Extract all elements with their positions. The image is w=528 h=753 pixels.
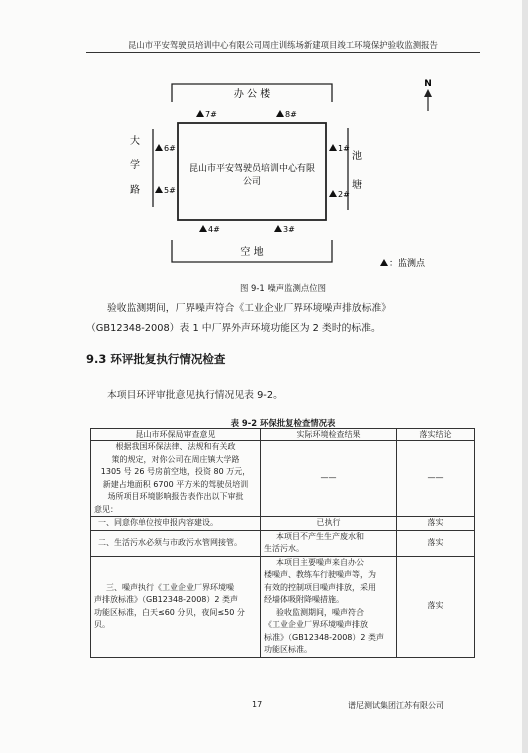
table-header-row xyxy=(91,429,475,441)
legend xyxy=(380,257,426,269)
svg-text:1#: 1# xyxy=(338,144,350,153)
noise-monitoring-diagram xyxy=(0,0,528,300)
triangle-marker-icon xyxy=(276,110,284,117)
opinion-cell: 三、噪声执行《工业企业厂界环境噪 声排放标准》（GB12348-2008）2 类声 功能区标准，白天≤60 分贝，夜间≤50 分 贝。 xyxy=(91,556,261,657)
conclusion-cell: —— xyxy=(397,441,475,517)
svg-text:8#: 8# xyxy=(285,110,297,119)
pond-char-2: 塘 xyxy=(352,180,362,191)
header-opinion: 昆山市环保局审查意见 xyxy=(91,429,261,441)
svg-text:7#: 7# xyxy=(205,110,217,119)
table-row xyxy=(91,556,475,657)
paragraph-2: 本项目环评审批意见执行情况见表 9-2。 xyxy=(107,390,283,401)
triangle-marker-icon xyxy=(155,144,163,151)
result-cell: 本项目主要噪声来自办公 楼噪声、教练车行驶噪声等，为 有效的控制项目噪声排放，采用 经墙体吸附降噪措施。 验收监测期间，噪声符合 《工业企业厂界环境噪声排放 标准》（GB12348-2008）2 类声 功能区标准。 xyxy=(261,556,397,657)
north-label: N xyxy=(424,79,432,89)
triangle-marker-icon xyxy=(155,186,163,193)
legend-triangle-icon xyxy=(380,259,388,266)
monitoring-point-2 xyxy=(329,190,350,199)
monitoring-point-7 xyxy=(196,110,217,119)
north-arrow-icon xyxy=(424,79,432,111)
office-building-label: 办 公 楼 xyxy=(233,89,271,100)
figure-caption: 图 9-1 噪声监测点位图 xyxy=(239,283,326,293)
triangle-marker-icon xyxy=(329,144,337,151)
footer-company: 谱尼测试集团江苏有限公司 xyxy=(348,701,444,710)
result-cell: 已执行 xyxy=(261,517,397,531)
paragraph-line-2: （GB12348-2008）表 1 中厂界外声环境功能区为 2 类时的标准。 xyxy=(86,323,381,334)
triangle-marker-icon xyxy=(196,110,204,117)
paragraph-line-1: 验收监测期间，厂界噪声符合《工业企业厂界环境噪声排放标准》 xyxy=(107,303,392,314)
header-conclusion: 落实结论 xyxy=(397,429,475,441)
conclusion-cell: 落实 xyxy=(397,530,475,556)
triangle-marker-icon xyxy=(329,190,337,197)
table-row xyxy=(91,441,475,517)
legend-label: ：监测点 xyxy=(389,259,426,269)
table-row xyxy=(91,517,475,531)
header-result: 实际环境检查结果 xyxy=(261,429,397,441)
svg-text:4#: 4# xyxy=(208,225,220,234)
svg-text:3#: 3# xyxy=(283,225,295,234)
svg-text:5#: 5# xyxy=(164,186,176,195)
conclusion-cell: 落实 xyxy=(397,556,475,657)
svg-text:2#: 2# xyxy=(338,190,350,199)
road-char-2: 学 xyxy=(130,160,140,171)
monitoring-point-8 xyxy=(276,110,297,119)
result-cell: 本项目不产生生产废水和 生活污水。 xyxy=(261,530,397,556)
opinion-cell: 二、生活污水必须与市政污水管网接管。 xyxy=(91,530,261,556)
section-heading: 9.3 环评批复执行情况检查 xyxy=(86,352,226,366)
svg-text:6#: 6# xyxy=(164,144,176,153)
opinion-cell: 一、同意你单位按申报内容建设。 xyxy=(91,517,261,531)
triangle-marker-icon xyxy=(274,225,282,232)
monitoring-point-3 xyxy=(274,225,295,234)
monitoring-point-1 xyxy=(329,144,350,153)
pond-char-1: 池 xyxy=(352,151,362,162)
page-number: 17 xyxy=(252,700,263,709)
monitoring-point-5 xyxy=(155,186,176,195)
road-char-1: 大 xyxy=(130,136,140,147)
table-caption: 表 9-2 环保批复检查情况表 xyxy=(230,418,336,428)
open-space-label: 空 地 xyxy=(240,247,264,258)
conclusion-cell: 落实 xyxy=(397,517,475,531)
result-cell: —— xyxy=(261,441,397,517)
monitoring-point-6 xyxy=(155,144,176,153)
opinion-cell: 根据我国环保法律、法规和有关政 策的规定，对你公司在周庄镇大学路 1305 号 26 号房前空地，投资 80 万元， 新建占地面积 6700 平方米的驾驶员培训 场所项目环境影响报告表作出以下审批 意见： xyxy=(91,441,261,517)
monitoring-point-4 xyxy=(199,225,220,234)
approval-check-table xyxy=(90,428,475,658)
road-char-3: 路 xyxy=(130,185,140,196)
triangle-marker-icon xyxy=(199,225,207,232)
site-name-line2: 公司 xyxy=(242,177,262,187)
page-header: 昆山市平安驾驶员培训中心有限公司周庄训练场新建项目竣工环境保护验收监测报告 xyxy=(128,40,438,50)
table-row xyxy=(91,530,475,556)
site-name-line1: 昆山市平安驾驶员培训中心有限 xyxy=(188,164,316,174)
